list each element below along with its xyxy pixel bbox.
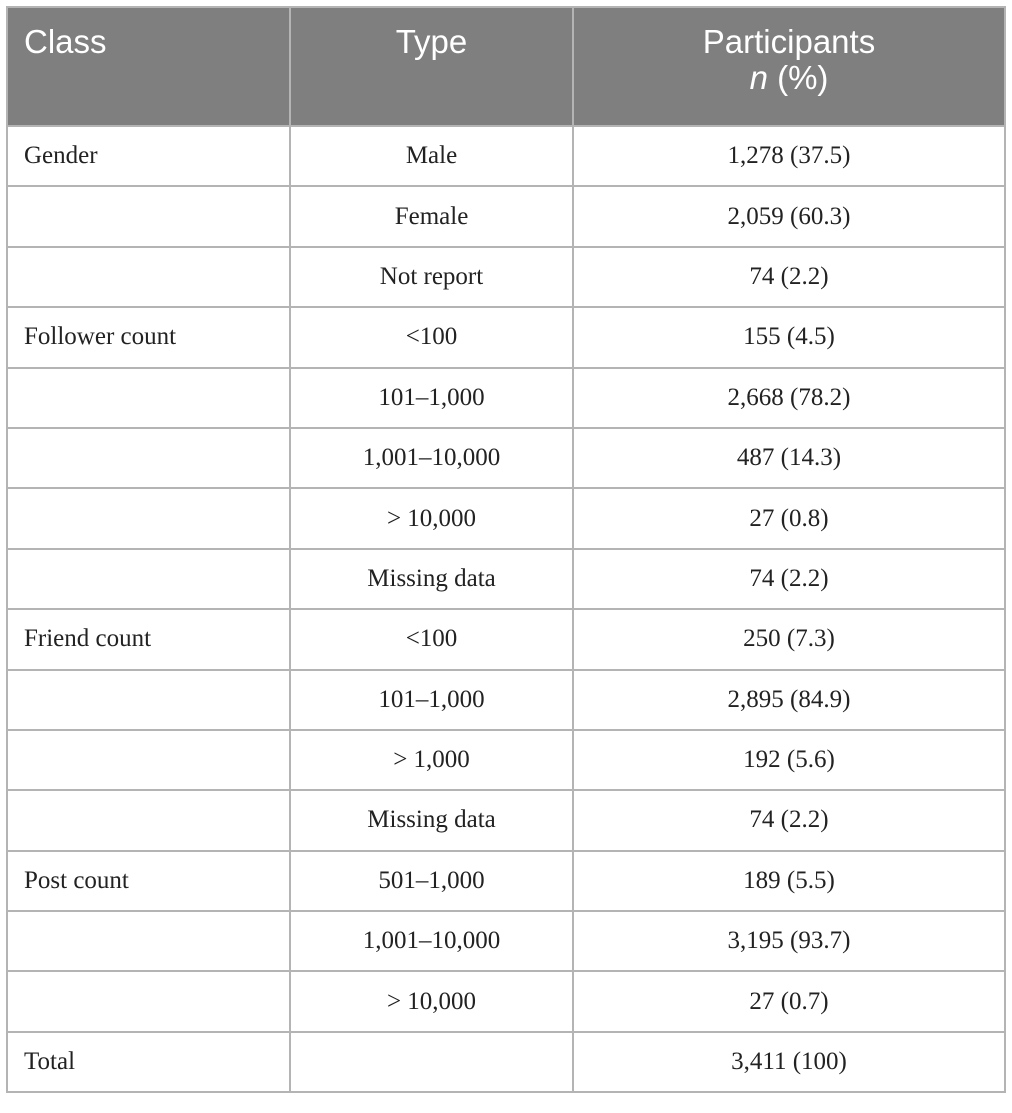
participants-cell: 3,411 (100) — [573, 1032, 1005, 1092]
class-cell — [7, 488, 290, 548]
table-row — [7, 247, 1005, 307]
class-cell: Friend count — [7, 609, 290, 669]
class-cell — [7, 730, 290, 790]
table-header — [7, 7, 1005, 126]
table-row — [7, 126, 1005, 186]
type-cell: <100 — [290, 609, 573, 669]
class-cell: Follower count — [7, 307, 290, 367]
participants-cell: 155 (4.5) — [573, 307, 1005, 367]
type-cell: Missing data — [290, 790, 573, 850]
table-row — [7, 730, 1005, 790]
class-cell — [7, 670, 290, 730]
table-row — [7, 488, 1005, 548]
class-cell — [7, 368, 290, 428]
participants-cell: 2,668 (78.2) — [573, 368, 1005, 428]
table-row — [7, 911, 1005, 971]
type-cell: 1,001–10,000 — [290, 428, 573, 488]
class-cell — [7, 549, 290, 609]
class-cell — [7, 247, 290, 307]
participants-cell: 3,195 (93.7) — [573, 911, 1005, 971]
table-row — [7, 609, 1005, 669]
header-row — [7, 7, 1005, 126]
participants-cell: 2,895 (84.9) — [573, 670, 1005, 730]
table-row — [7, 428, 1005, 488]
participants-cell: 27 (0.8) — [573, 488, 1005, 548]
header-participants-label: Participants — [702, 23, 876, 60]
participants-table — [6, 6, 1006, 1093]
header-participants-subtitle — [574, 60, 1004, 96]
participants-cell: 1,278 (37.5) — [573, 126, 1005, 186]
table-row — [7, 851, 1005, 911]
type-cell: 101–1,000 — [290, 670, 573, 730]
participants-cell: 192 (5.6) — [573, 730, 1005, 790]
type-cell: Missing data — [290, 549, 573, 609]
type-cell: 1,001–10,000 — [290, 911, 573, 971]
header-n-symbol: n — [749, 59, 768, 96]
participants-cell: 74 (2.2) — [573, 790, 1005, 850]
table-row — [7, 971, 1005, 1031]
header-class: Class — [7, 7, 290, 126]
participants-cell: 27 (0.7) — [573, 971, 1005, 1031]
type-cell: Not report — [290, 247, 573, 307]
class-cell: Total — [7, 1032, 290, 1092]
participants-cell: 189 (5.5) — [573, 851, 1005, 911]
table-row — [7, 1032, 1005, 1092]
header-percent-label: (%) — [767, 59, 829, 96]
type-cell: 501–1,000 — [290, 851, 573, 911]
header-type: Type — [290, 7, 573, 126]
class-cell — [7, 790, 290, 850]
table-row — [7, 670, 1005, 730]
type-cell: > 10,000 — [290, 488, 573, 548]
class-cell — [7, 428, 290, 488]
table-row — [7, 368, 1005, 428]
participants-table-container — [6, 6, 1004, 1093]
participants-cell: 250 (7.3) — [573, 609, 1005, 669]
class-cell — [7, 186, 290, 246]
participants-cell: 2,059 (60.3) — [573, 186, 1005, 246]
class-cell: Post count — [7, 851, 290, 911]
participants-cell: 74 (2.2) — [573, 247, 1005, 307]
participants-cell: 487 (14.3) — [573, 428, 1005, 488]
class-cell — [7, 971, 290, 1031]
table-body — [7, 126, 1005, 1092]
type-cell: Female — [290, 186, 573, 246]
type-cell: Male — [290, 126, 573, 186]
participants-cell: 74 (2.2) — [573, 549, 1005, 609]
class-cell: Gender — [7, 126, 290, 186]
type-cell — [290, 1032, 573, 1092]
type-cell: 101–1,000 — [290, 368, 573, 428]
type-cell: <100 — [290, 307, 573, 367]
table-row — [7, 307, 1005, 367]
table-row — [7, 186, 1005, 246]
class-cell — [7, 911, 290, 971]
header-participants — [573, 7, 1005, 126]
type-cell: > 10,000 — [290, 971, 573, 1031]
table-row — [7, 549, 1005, 609]
type-cell: > 1,000 — [290, 730, 573, 790]
table-row — [7, 790, 1005, 850]
